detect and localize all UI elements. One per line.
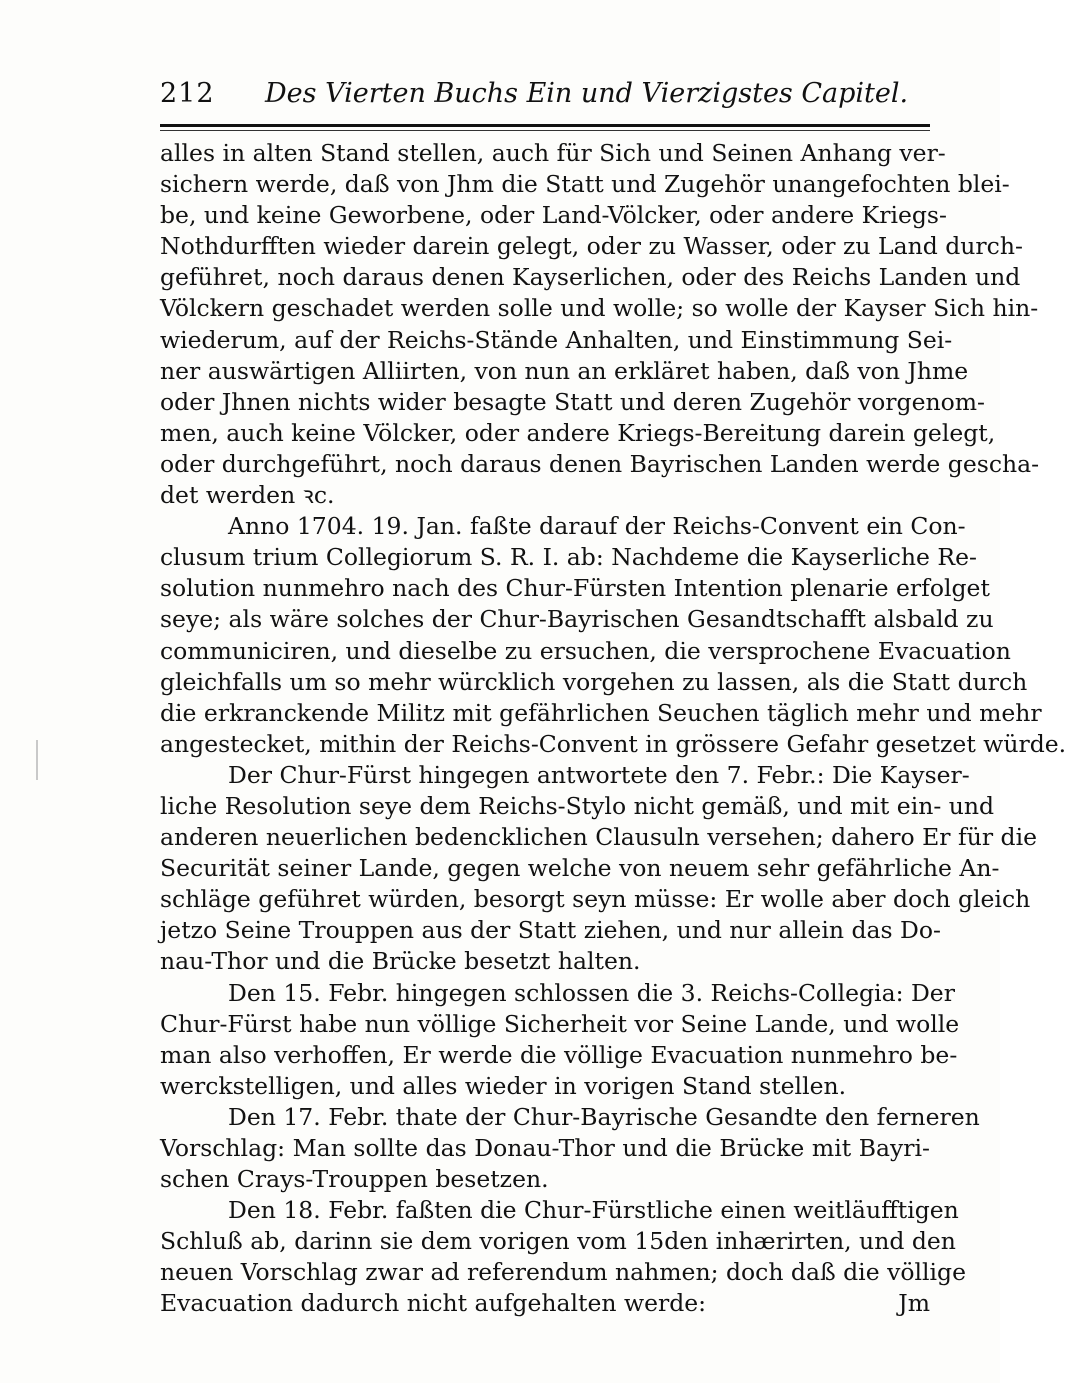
text-line (160, 325, 953, 356)
text-line-content: communiciren, und dieselbe zu ersuchen, die versprochene Evacuation (160, 636, 1011, 665)
text-line (160, 1226, 956, 1257)
text-line (160, 293, 1039, 324)
header-rule-thin (160, 130, 930, 131)
text-line (160, 667, 1028, 698)
header-rule (160, 124, 930, 127)
text-line (160, 480, 930, 511)
text-line (160, 978, 955, 1009)
text-line (160, 760, 970, 791)
text-line (160, 418, 996, 449)
text-line (160, 729, 1066, 760)
text-line (160, 1133, 930, 1164)
text-line (160, 1071, 930, 1102)
text-line-content: det werden ꝛc. (160, 481, 335, 510)
text-line-content: Schluß ab, darinn sie dem vorigen vom 15den inhærirten, und den (160, 1227, 956, 1256)
text-line (160, 138, 946, 169)
text-line-content: Den 15. Febr. hingegen schlossen die 3. Reichs-Collegia: Der (228, 978, 955, 1007)
text-line-content: oder durchgeführt, noch daraus denen Bayrischen Landen werde gescha- (160, 449, 1040, 478)
text-line-content: Den 18. Febr. faßten die Chur-Fürstliche einen weitläufftigen (228, 1196, 959, 1225)
text-line-content: Anno 1704. 19. Jan. faßte darauf der Reichs-Convent ein Con- (228, 512, 966, 541)
text-line (160, 791, 995, 822)
text-line (160, 573, 990, 604)
text-line (160, 387, 986, 418)
text-line-content: Vorschlag: Man sollte das Donau-Thor und die Brücke mit Bayri- (160, 1134, 930, 1162)
text-line (160, 853, 1000, 884)
text-line (160, 449, 1040, 480)
text-line-content: Securität seiner Lande, gegen welche von neuem sehr gefährliche An- (160, 854, 1000, 883)
text-line (160, 262, 1021, 293)
text-line-content: liche Resolution seye dem Reichs-Stylo nicht gemäß, und mit ein- und (160, 791, 995, 820)
text-line-content: angestecket, mithin der Reichs-Convent in grössere Gefahr gesetzet würde. (160, 729, 1066, 758)
text-line-content: seye; als wäre solches der Chur-Bayrischen Gesandtschafft alsbald zu (160, 605, 994, 634)
text-line (160, 604, 994, 635)
text-line-content: schläge geführet würden, besorgt seyn müsse: Er wolle aber doch gleich (160, 885, 1031, 914)
text-line (160, 884, 1031, 915)
text-line-content: schen Crays-Trouppen besetzen. (160, 1165, 549, 1194)
catchword: Jm (898, 1289, 930, 1318)
text-line-content: Evacuation dadurch nicht aufgehalten werde: (160, 1289, 707, 1318)
text-line (160, 1009, 960, 1040)
text-line-content: die erkranckende Militz mit gefährlichen Seuchen täglich mehr und mehr (160, 698, 1042, 727)
page-header (160, 78, 930, 118)
text-line-content: Chur-Fürst habe nun völlige Sicherheit vor Seine Lande, und wolle (160, 1009, 960, 1038)
text-line-content: neuen Vorschlag zwar ad referendum nahmen; doch daß die völlige (160, 1258, 966, 1287)
text-line (160, 231, 1023, 262)
running-title: Des Vierten Buchs Ein und Vierzigstes Capitel. (265, 78, 909, 109)
text-line (160, 1257, 966, 1288)
text-line-content: men, auch keine Völcker, oder andere Kriegs-Bereitung darein gelegt, (160, 418, 996, 447)
text-line-content: oder Jhnen nichts wider besagte Statt und deren Zugehör vorgenom- (160, 387, 986, 416)
text-line-content: solution nunmehro nach des Chur-Fürsten Intention plenarie erfolget (160, 574, 990, 603)
text-line-content: nau-Thor und die Brücke besetzt halten. (160, 947, 641, 976)
text-line (160, 200, 947, 231)
text-line-content: Völckern geschadet werden solle und wolle; so wolle der Kayser Sich hin- (160, 294, 1039, 323)
text-line-content: geführet, noch daraus denen Kayserlichen, oder des Reichs Landen und (160, 263, 1021, 292)
text-line (160, 822, 1037, 853)
text-line-content: gleichfalls um so mehr würcklich vorgehen zu lassen, als die Statt durch (160, 667, 1028, 696)
text-line (160, 915, 941, 946)
text-line (160, 1040, 958, 1071)
text-line (160, 1102, 980, 1133)
text-line-content: Den 17. Febr. thate der Chur-Bayrische Gesandte den ferneren (228, 1102, 980, 1131)
text-line (160, 169, 1010, 200)
text-line (160, 511, 966, 542)
text-line-content: jetzo Seine Trouppen aus der Statt ziehen, und nur allein das Do- (160, 916, 941, 945)
page-number: 212 (160, 78, 215, 109)
text-line (160, 356, 969, 387)
text-line (160, 698, 1042, 729)
text-line-content: anderen neuerlichen bedencklichen Clausuln versehen; dahero Er für die (160, 823, 1037, 852)
text-line (160, 636, 1011, 667)
text-line-content: alles in alten Stand stellen, auch für Sich und Seinen Anhang ver- (160, 139, 946, 167)
text-line-content: Nothdurfften wieder darein gelegt, oder zu Wasser, oder zu Land durch- (160, 232, 1023, 261)
text-line-content: ner auswärtigen Alliirten, von nun an erkläret haben, daß von Jhme (160, 356, 969, 385)
body-text (160, 138, 1066, 1320)
text-line-content: clusum trium Collegiorum S. R. I. ab: Nachdeme die Kayserliche Re- (160, 543, 977, 572)
text-line (160, 946, 930, 977)
text-line (160, 1164, 930, 1195)
text-line-content: be, und keine Geworbene, oder Land-Völcker, oder andere Kriegs- (160, 201, 947, 230)
text-line-content: sichern werde, daß von Jhm die Statt und Zugehör unangefochten blei- (160, 170, 1010, 199)
text-line-content: wiederum, auf der Reichs-Stände Anhalten, und Einstimmung Sei- (160, 325, 953, 354)
text-line-content: Der Chur-Fürst hingegen antwortete den 7. Febr.: Die Kayser- (228, 760, 970, 789)
text-line (160, 542, 977, 573)
text-line-content: werckstelligen, und alles wieder in vorigen Stand stellen. (160, 1071, 847, 1100)
text-line-content: man also verhoffen, Er werde die völlige Evacuation nunmehro be- (160, 1040, 958, 1069)
text-line (160, 1288, 930, 1319)
margin-mark (36, 740, 38, 780)
text-line (160, 1195, 959, 1226)
